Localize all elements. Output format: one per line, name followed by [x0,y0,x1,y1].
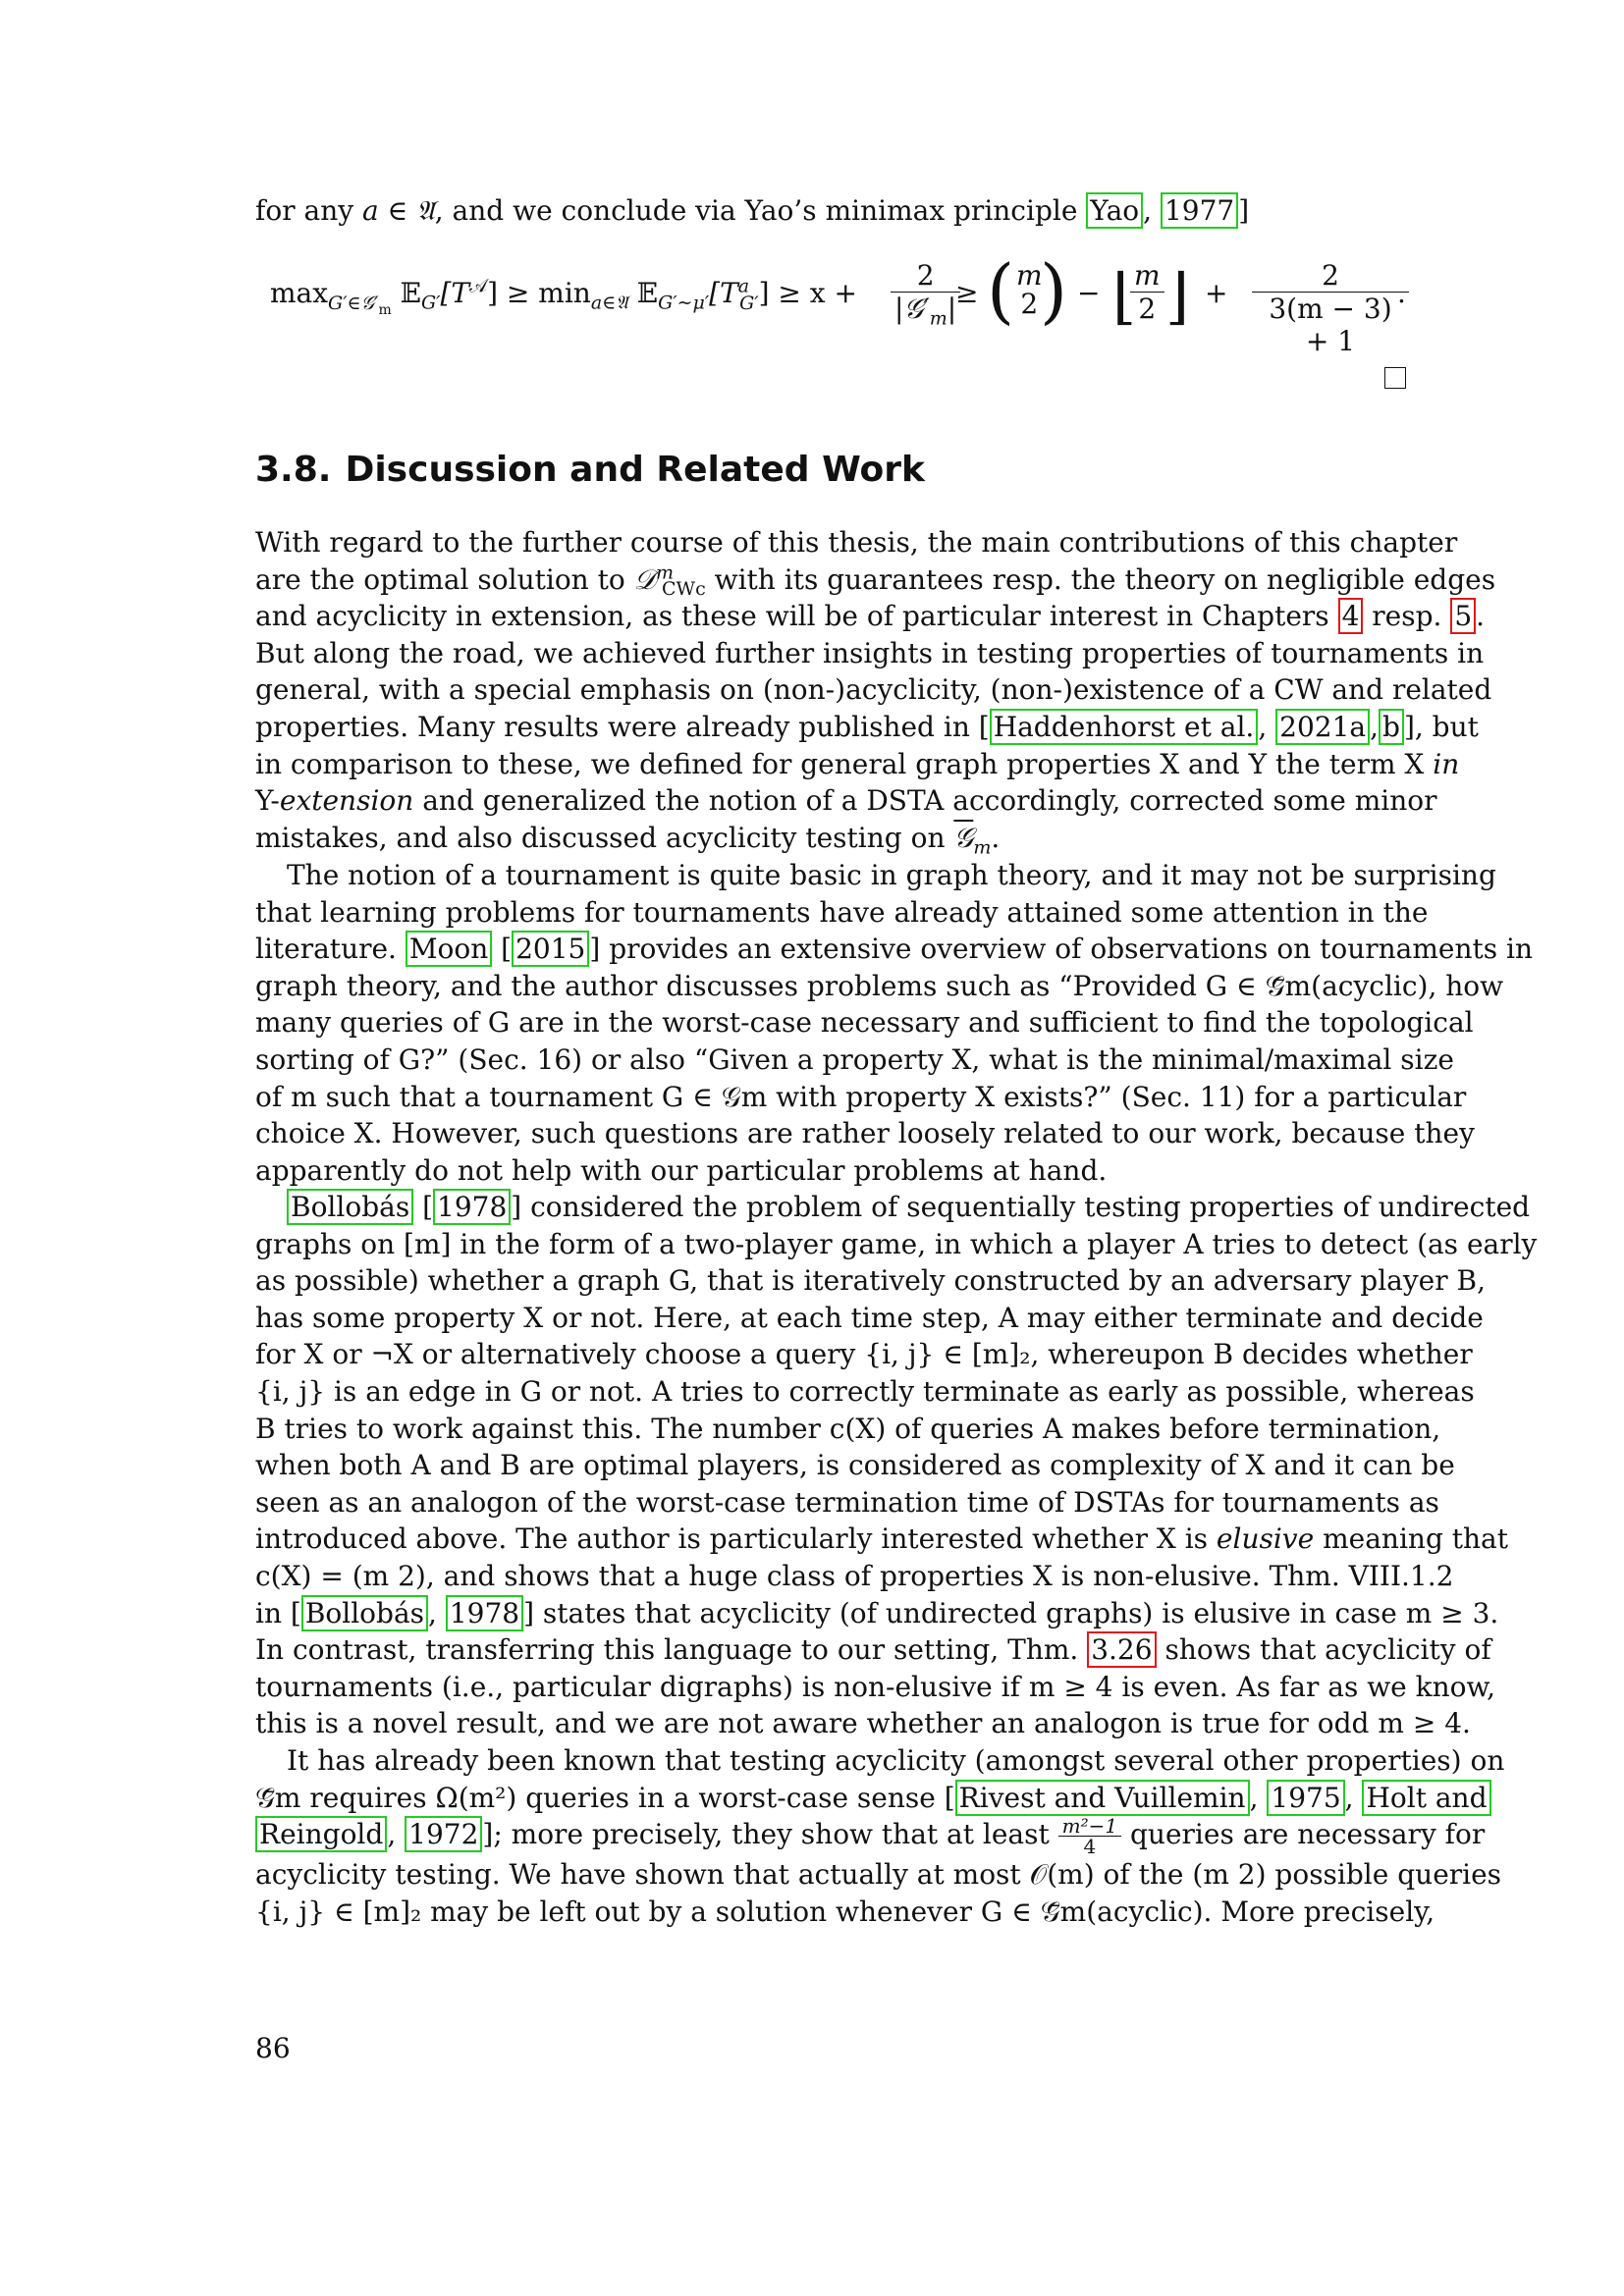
citation-link[interactable]: Moon [406,931,492,967]
intro-line: for any a ∈ 𝔄, and we conclude via Yao’s minimax principle Yao , 1977 ] [255,194,1250,227]
citation-link[interactable]: 1978 [433,1189,511,1225]
citation-link[interactable]: Bollobás [301,1595,428,1631]
citation-link[interactable]: Rivest and Vuillemin [955,1780,1250,1816]
citation-link[interactable]: 1975 [1267,1780,1344,1816]
citation-link[interactable]: b [1379,709,1404,745]
citation-link[interactable]: 2015 [512,931,589,967]
paragraph-2: The notion of a tournament is quite basic in graph theory, and it may not be surprising that learning problems for tournaments have already attained some attention in the literature. Moon [ 2015 ] provides an extensive overview of observations on tournaments in graph theory, and the author discusses problems such as “Provided G ∈ 𝒢̄m(acyclic), how many queries of G are in the worst-case necessary and sufficient to find the topological sorting of G?” (Sec. 16) or also “Given a property X, what is the minimal/maximal size of m such that a tournament G ∈ 𝒢m with property X exists?” (Sec. 11) for a particular choice X. However, such questions are rather loosely related to our work, because they apparently do not help with our particular problems at hand. [255,859,1534,1187]
citation-link[interactable]: 1972 [405,1816,482,1852]
qed-square-icon [1384,367,1406,389]
citation-link[interactable]: 1978 [446,1595,523,1631]
paragraph-1: With regard to the further course of this thesis, the main contributions of this chapter are the optimal solution to 𝒟$^m_{CWc}$ with its guarantees resp. the theory on negligible edges and acyclicity in extension, as these will be of particular interest in Chapters 4 resp. 5 . But along the road, we achieved further insights in testing properties of tournaments in general, with a special emphasis on (non-)acyclicity, (non-)existence of a CW and related properties. Many results were already published in [ Haddenhorst et al. , 2021a , b ], but in comparison to these, we defined for general graph properties X and Y the term X in Y-extension and generalized the notion of a DSTA accordingly, corrected some minor mistakes, and also discussed acyclicity testing on 𝒢$_m$. [255,526,1496,859]
citation-link[interactable]: Yao [1086,192,1143,229]
citation-link[interactable]: Reingold [255,1816,387,1852]
section-heading: 3.8. Discussion and Related Work [255,450,925,490]
citation-link[interactable]: Haddenhorst et al. [990,709,1259,745]
paragraph-4: It has already been known that testing acyclicity (amongst several other properties) on 𝒢̄m requires Ω(m²) queries in a worst-case sense [ Rivest and Vuillemin , 1975 , Holt and Reingold , 1972 ]; more precisely, they show that at least $\frac{\text{m²−1}}{4}$ queries are necessary for acyclicity testing. We have shown that actually at most 𝒪(m) of the (m 2) possible queries {i, j} ∈ [m]₂ may be left out by a solution whenever G ∈ 𝒢̄m(acyclic). More precisely, [255,1744,1505,1928]
theorem-ref-link[interactable]: 3.26 [1087,1631,1156,1668]
chapter-ref-link[interactable]: 4 [1338,598,1364,634]
page-number: 86 [255,2032,291,2064]
chapter-ref-link[interactable]: 5 [1450,598,1476,634]
citation-link[interactable]: Holt and [1362,1780,1490,1816]
display-equation: $\max_{G'\in 𝒢'_m}$ $𝔼_{G'}[T^𝒜] \ge \min_{a\in 𝔄}$ $𝔼_{G'\sim\mu'}[T^a_{G'}] \ge x$ + 2 $|𝒢'_m|$ ≥ ( m 2 ) − ⌊ $\frac{m}{2}$ ⌋ + $\frac{2}{3(m - 3) + 1}$ . [270,253,1409,342]
citation-link[interactable]: Bollobás [287,1189,413,1225]
citation-link[interactable]: 1977 [1161,192,1238,229]
paragraph-3: Bollobás [ 1978 ] considered the problem of sequentially testing properties of undirected graphs on [m] in the form of a two-player game, in which a player A tries to detect (as early as possible) whether a graph G, that is iteratively constructed by an adversary player B, has some property X or not. Here, at each time step, A may either terminate and decide for X or ¬X or alternatively choose a query {i, j} ∈ [m]₂, whereupon B decides whether {i, j} is an edge in G or not. A tries to correctly terminate as early as possible, whereas B tries to work against this. The number c(X) of queries A makes before termination, when both A and B are optimal players, is considered as complexity of X and it can be seen as an analogon of the worst-case termination time of DSTAs for tournaments as introduced above. The author is particularly interested whether X is elusive meaning that c(X) = (m 2), and shows that a huge class of properties X is non-elusive. Thm. VIII.1.2 in [ Bollobás , 1978 ] states that acyclicity (of undirected graphs) is elusive in case m ≥ 3. In contrast, transferring this language to our setting, Thm. 3.26 shows that acyclicity of tournaments (i.e., particular digraphs) is non-elusive if m ≥ 4 is even. As far as we know, this is a novel result, and we are not aware whether an analogon is true for odd m ≥ 4. [255,1191,1538,1740]
citation-link[interactable]: 2021a [1275,709,1370,745]
